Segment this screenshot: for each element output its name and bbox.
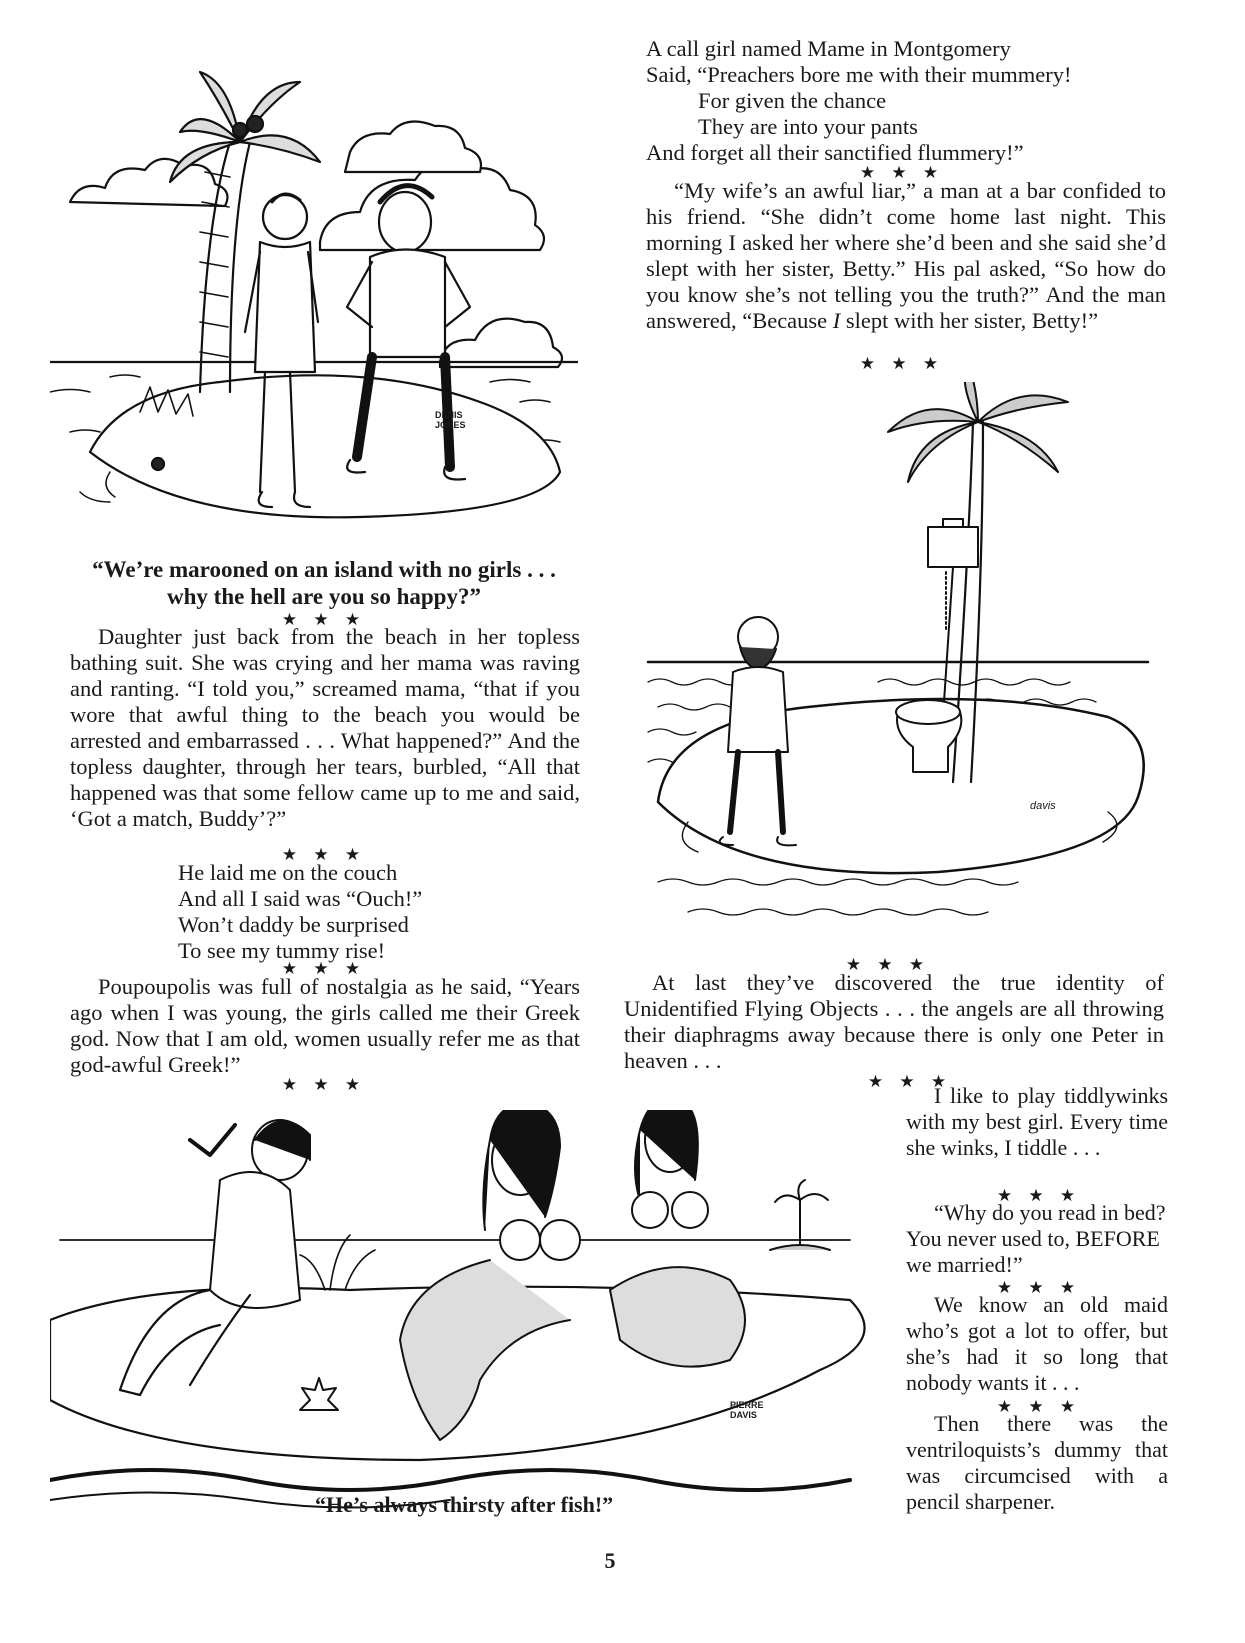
cartoon1-caption-line2: why the hell are you so happy?”: [167, 584, 481, 609]
cartoon-mermaids: [50, 1110, 890, 1520]
joke-tiddly-text: I like to play tiddlywinks with my best girl. Every time she winks, I tiddle . . .: [906, 1083, 1168, 1160]
poem-line: And all I said was “Ouch!”: [178, 886, 423, 911]
limerick-line: They are into your pants: [698, 114, 918, 139]
poem-line: Won’t daddy be surprised: [178, 912, 409, 937]
joke-tiddly: [906, 1083, 1168, 1161]
joke-greek: [70, 974, 580, 1078]
separator: ★ ★ ★: [859, 354, 945, 373]
joke-wife-emphasis: I: [832, 308, 841, 333]
limerick-line: A call girl named Mame in Montgomery: [646, 36, 1011, 61]
joke-oldmaid-text: We know an old maid who’s got a lot to offer, but she’s had it so long that nobody wants it . . .: [906, 1292, 1168, 1395]
cartoon2-signature: davis: [1030, 800, 1056, 812]
separator: ★ ★ ★: [867, 1072, 953, 1091]
joke-oldmaid: [906, 1292, 1168, 1396]
limerick-line: And forget all their sanctified flummery!”: [646, 140, 1024, 165]
separator: ★ ★ ★: [281, 1075, 367, 1094]
cartoon-castaways: [50, 52, 578, 522]
joke-dummy-text: Then there was the ventriloquists’s dummy that was circumcised with a pencil sharpener.: [906, 1411, 1168, 1514]
joke-read-text: “Why do you read in bed? You never used to, BEFORE we married!”: [906, 1200, 1166, 1277]
cartoon3-caption: “He’s always thirsty after fish!”: [315, 1492, 614, 1517]
cartoon-island-toilet: [628, 382, 1168, 962]
separator: ★ ★ ★: [996, 1186, 1082, 1205]
separator: ★ ★ ★: [845, 955, 931, 974]
separator: ★ ★ ★: [281, 845, 367, 864]
joke-read: [906, 1200, 1168, 1278]
poem-couch: [178, 860, 478, 964]
separator: ★ ★ ★: [281, 610, 367, 629]
poem-line: To see my tummy rise!: [178, 938, 386, 963]
cartoon3-signature: [730, 1400, 780, 1420]
joke-wife-text: [646, 178, 1166, 334]
joke-ufo-text: At last they’ve discovered the true identity of Unidentified Flying Objects . . . the angels are all throwing their diaphragms away because there is only one Peter in heaven . . .: [624, 970, 1164, 1073]
joke-topless: [70, 624, 580, 832]
limerick-line: Said, “Preachers bore me with their mummery!: [646, 62, 1072, 87]
cartoon3-signature-line1: PIERRE: [730, 1400, 764, 1410]
separator: ★ ★ ★: [859, 163, 945, 182]
page-number: 5: [604, 1548, 616, 1573]
cartoon1-signature: DENIS JONES: [435, 410, 466, 430]
joke-ufo: [624, 970, 1164, 1074]
poem-line: He laid me on the couch: [178, 860, 398, 885]
joke-wife-start: “My wife’s an awful liar,” a man at a bar confided to his friend. “She didn’t come home last night. This morning I asked her where she’d been and she said she’d slept with her sister, Betty.” His pal asked, “So how do you know she’s not telling you the truth?” And the man answered, “Because: [646, 178, 1166, 333]
cartoon3-signature-line2: DAVIS: [730, 1410, 757, 1420]
joke-dummy: [906, 1411, 1168, 1515]
cartoon1-caption-line1: “We’re marooned on an island with no girls . . .: [92, 557, 556, 582]
joke-wife: [646, 178, 1166, 334]
joke-topless-text: Daughter just back from the beach in her topless bathing suit. She was crying and her mama was raving and ranting. “I told you,” screamed mama, “that if you wore that awful thing to the beach you would be arrested and embarrassed . . . What happened?” And the topless daughter, through her tears, burbled, “All that happened was that some fellow came up to me and said, ‘Got a match, Buddy’?”: [70, 624, 580, 831]
separator: ★ ★ ★: [281, 959, 367, 978]
joke-greek-text: Poupoupolis was full of nostalgia as he said, “Years ago when I was young, the girls called me their Greek god. Now that I am old, women usually refer me as that god-awful Greek!”: [70, 974, 580, 1077]
cartoon1-caption: [70, 556, 578, 610]
separator: ★ ★ ★: [996, 1397, 1082, 1416]
limerick-mame: [646, 36, 1146, 166]
joke-wife-end: slept with her sister, Betty!”: [840, 308, 1099, 333]
separator: ★ ★ ★: [996, 1278, 1082, 1297]
limerick-line: For given the chance: [698, 88, 887, 113]
